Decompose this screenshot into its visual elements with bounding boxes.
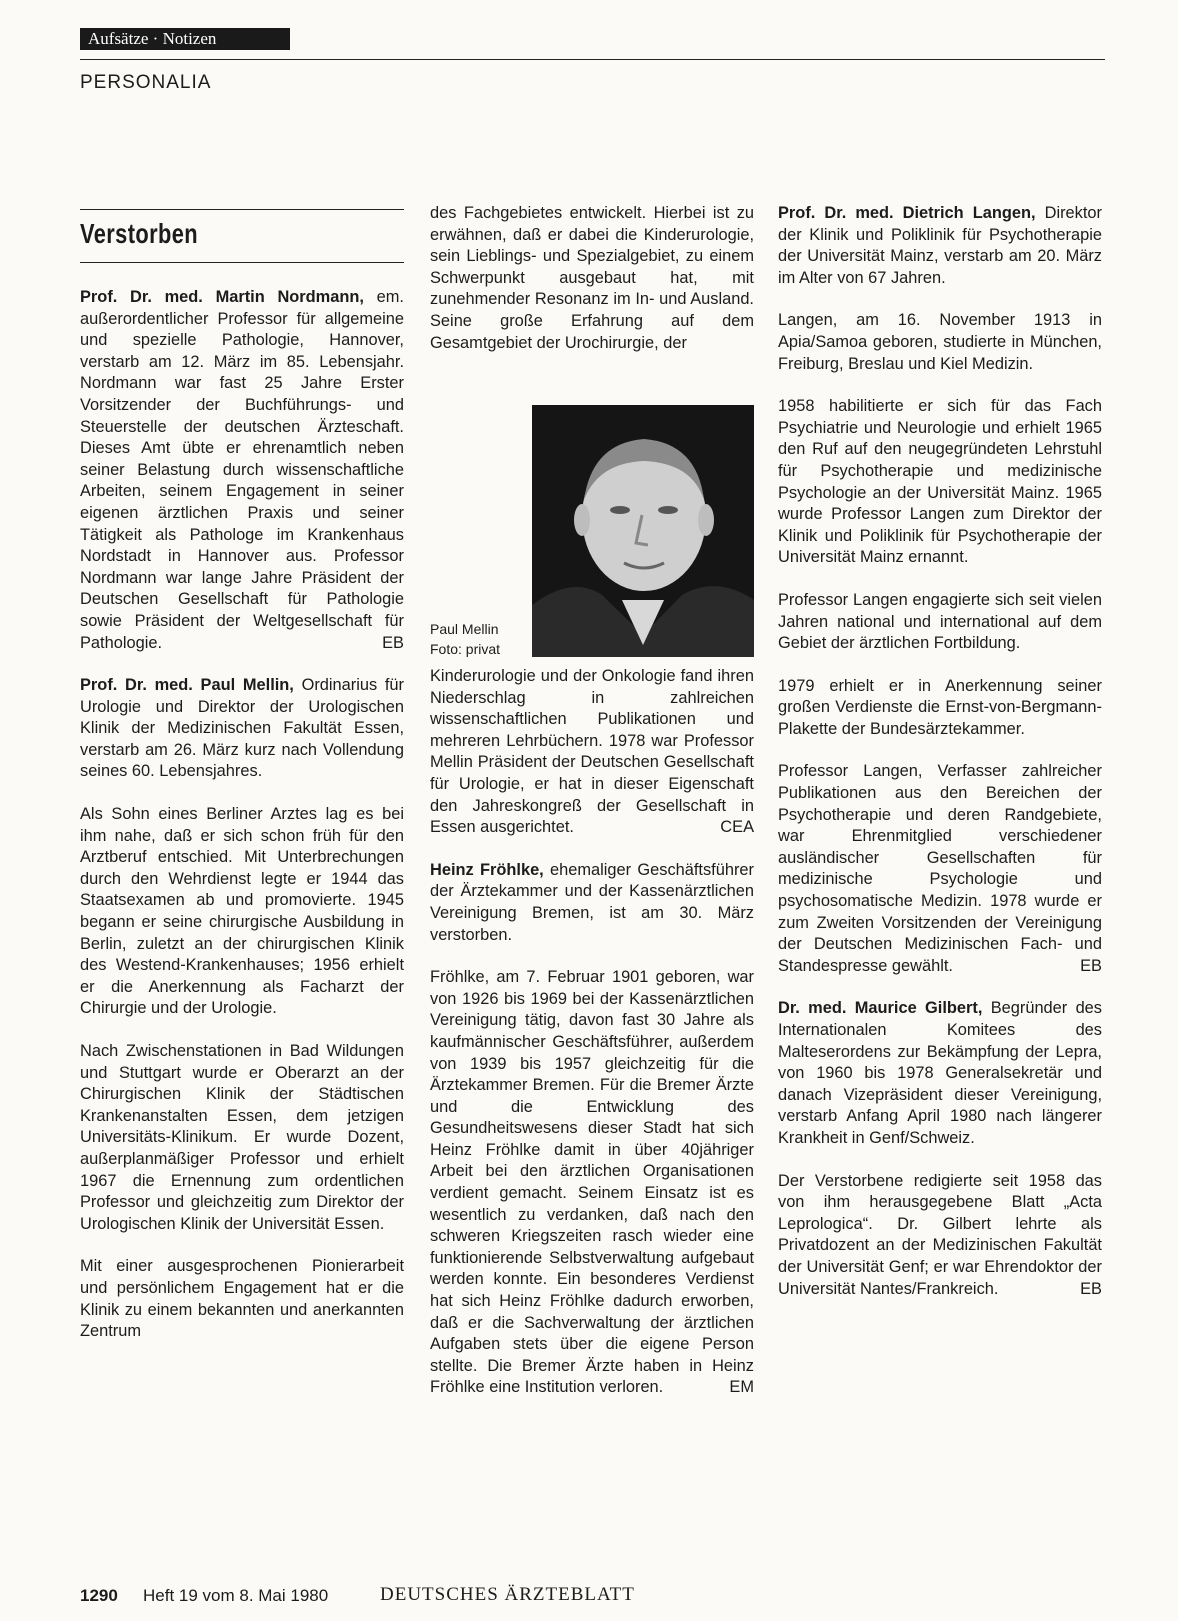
person-name: Prof. Dr. med. Dietrich Langen, bbox=[778, 204, 1036, 222]
paragraph: Der Verstorbene redigierte seit 1958 das von ihm herausgegebene Blatt „Acta Leprologica“. Dr. Gilbert lehrte als Privatdozent an der Medizinischen Fakultät der Universität Genf; er war Ehrendoktor der Universität Nantes/Frankreich. EB bbox=[778, 1171, 1102, 1301]
obituary-froehlke: Heinz Fröhlke, ehemaliger Geschäftsführer der Ärztekammer und der Kassenärztlichen Vereinigung Bremen, ist am 30. März verstorben. bbox=[430, 860, 754, 944]
rubric-title: PERSONALIA bbox=[80, 72, 212, 93]
obituary-mellin: Prof. Dr. med. Paul Mellin, Ordinarius für Urologie und Direktor der Urologischen Klinik der Medizinischen Fakultät Essen, verstarb am 26. März kurz nach Vollendung seines 60. Lebensjahres. bbox=[80, 676, 405, 781]
author-signature: EB bbox=[1080, 1279, 1102, 1298]
paragraph: Langen, am 16. November 1913 in Apia/Samoa geboren, studierte in München, Freiburg, Breslau und Kiel Medizin. bbox=[778, 311, 1102, 373]
paragraph: 1979 erhielt er in Anerkennung seiner großen Verdienste die Ernst-von-Bergmann-Plakette der Bundesärztekammer. bbox=[778, 676, 1102, 738]
portrait-image bbox=[532, 405, 754, 657]
person-name: Prof. Dr. med. Martin Nordmann, bbox=[80, 288, 364, 306]
obituary-nordmann: Prof. Dr. med. Martin Nordmann, em. außerordentlicher Professor für allgemeine und spezielle Pathologie, Hannover, verstarb am 12. März im 85. Lebensjahr. Nordmann war fast 25 Jahre Erster Vorsitzender der Buchführungs- und Steuerstelle der deutschen Ärzteschaft. Dieses Amt übte er ehrenamtlich neben seiner Belastung durch wissenschaftliche Arbeiten, seinem Engagement in seiner eigenen ärztlichen Praxis und seiner Tätigkeit als Pathologe im Krankenhaus Nordstadt in Hannover aus. Professor Nordmann war lange Jahre Präsident der Deutschen Gesellschaft für Pathologie sowie Präsident der Weltgesellschaft für Pathologie. EB bbox=[80, 287, 404, 654]
person-name: Heinz Fröhlke, bbox=[430, 860, 544, 879]
column-2-bottom bbox=[430, 666, 754, 1420]
paragraph: Kinderurologie und der Onkologie fand ihren Niederschlag in zahlreichen wissenschaftlichen Publikationen und mehreren Lehrbüchern. 1978 war Professor Mellin Präsident der Deutschen Gesellschaft für Urologie, er hat in dieser Eigenschaft den Jahreskongreß der Gesellschaft in Essen ausgerichtet. CEA bbox=[430, 666, 754, 839]
heading-rule-top bbox=[80, 209, 404, 210]
page-heading: Verstorben bbox=[80, 218, 198, 249]
author-signature: EB bbox=[382, 633, 404, 652]
issue-info: Heft 19 vom 8. Mai 1980 bbox=[143, 1586, 329, 1605]
author-signature: EM bbox=[729, 1378, 754, 1397]
paragraph: des Fachgebietes entwickelt. Hierbei ist zu erwähnen, daß er dabei die Kinderurologie, sein Lieblings- und Spezialgebiet, zu einem Schwerpunkt ausgebaut hat, mit zunehmender Resonanz im In- und Ausland. Seine große Erfahrung auf dem Gesamtgebiet der Urochirurgie, der bbox=[430, 204, 754, 352]
author-signature: CEA bbox=[720, 818, 754, 837]
heading-rule-bottom bbox=[80, 262, 404, 263]
header-rule bbox=[80, 59, 1105, 60]
person-name: Dr. med. Maurice Gilbert, bbox=[778, 999, 983, 1018]
author-signature: EB bbox=[1080, 956, 1102, 975]
paragraph: Professor Langen, Verfasser zahlreicher Publikationen aus den Bereichen der Psychotherapie und deren Randgebiete, war Ehrenmitglied verschiedener ausländischer Gesellschaften für medizinische Psychologie und psychosomatische Medizin. 1978 wurde er zum Zweiten Vorsitzenden der Vereinigung der Deutschen Medizinischen Fach- und Standespresse gewählt. EB bbox=[778, 761, 1102, 977]
paragraph: Mit einer ausgesprochenen Pionierarbeit und persönlichem Engagement hat er die Klinik zu einem bekannten und anerkannten Zentrum bbox=[80, 1257, 404, 1341]
paragraph: Fröhlke, am 7. Februar 1901 geboren, war von 1926 bis 1969 bei der Kassenärztlichen Vereinigung tätig, davon fast 30 Jahre als kaufmännischer Geschäftsführer, außerdem von 1939 bis 1957 gleichzeitig für die Ärztekammer Bremen. Für die Bremer Ärzte und die Entwicklung des Gesundheitswesens dieser Stadt hat sich Heinz Fröhlke damit in über 40jähriger Arbeit bei den ärztlichen Organisationen verdient gemacht. Seinem Einsatz ist es wesentlich zu verdanken, daß nach den schweren Kriegszeiten rasch wieder eine funktionierende Selbstverwaltung aufgebaut werden konnte. Ein besonderes Verdienst hat sich Heinz Fröhlke dadurch erworben, daß er die Sachverwaltung der ärztlichen Aufgaben stets über die eigene Person stellte. Die Bremer Ärzte haben in Heinz Fröhlke eine Institution verloren. EM bbox=[430, 967, 754, 1399]
paragraph: Als Sohn eines Berliner Arztes lag es bei ihm nahe, daß er sich schon früh für den Arztberuf entschied. Mit Unterbrechungen durch den Wehrdienst legte er 1944 das Staatsexamen ab und promovierte. 1945 begann er seine chirurgische Ausbildung in Berlin, zuletzt an der chirurgischen Klinik des Westend-Krankenhauses; 1956 erhielt er die Anerkennung als Facharzt der Chirurgie und der Urologie. bbox=[80, 805, 404, 1018]
section-label: Aufsätze · Notizen bbox=[80, 28, 290, 50]
photo-caption-name: Paul Mellin bbox=[430, 621, 499, 637]
person-name: Prof. Dr. med. Paul Mellin, bbox=[80, 676, 294, 695]
obituary-langen: Prof. Dr. med. Dietrich Langen, Direktor der Klinik und Poliklinik für Psychotherapie der Universität Mainz, verstarb am 20. März im Alter von 67 Jahren. bbox=[778, 204, 1102, 287]
paragraph: 1958 habilitierte er sich für das Fach Psychiatrie und Neurologie und erhielt 1965 den Ruf auf den neugegründeten Lehrstuhl für Psychotherapie und medizinische Psychologie an der Universität Mainz. 1965 wurde Professor Langen zum Direktor der Klinik und Poliklinik für Psychotherapie der Universität Mainz ernannt. bbox=[778, 397, 1102, 567]
portrait-photo bbox=[532, 405, 754, 657]
page-number: 1290 bbox=[80, 1586, 118, 1605]
obituary-gilbert: Dr. med. Maurice Gilbert, Begründer des Internationalen Komitees des Malteserordens zur Bekämpfung der Lepra, von 1960 bis 1978 Generalsekretär und danach Vizepräsident dieser Vereinigung, verstarb Anfang April 1980 nach längerer Krankheit in Genf/Schweiz. bbox=[778, 999, 1102, 1147]
column-2-top bbox=[430, 203, 754, 375]
column-1 bbox=[80, 287, 404, 1364]
journal-title: DEUTSCHES ÄRZTEBLATT bbox=[380, 1584, 635, 1605]
column-3 bbox=[778, 203, 1102, 1321]
paragraph: Professor Langen engagierte sich seit vielen Jahren national und international auf dem Gebiet der ärztlichen Fortbildung. bbox=[778, 590, 1102, 653]
photo-caption-credit: Foto: privat bbox=[430, 641, 501, 657]
paragraph: Nach Zwischenstationen in Bad Wildungen und Stuttgart wurde er Oberarzt an der Chirurgischen Klinik der Städtischen Krankenanstalten Essen, dem jetzigen Universitäts-Klinikum. Er wurde Dozent, außerplanmäßiger Professor und erhielt 1967 die Ernennung zum ordentlichen Professor und gleichzeitig zum Direktor der Urologischen Klinik der Universität Essen. bbox=[80, 1042, 404, 1233]
